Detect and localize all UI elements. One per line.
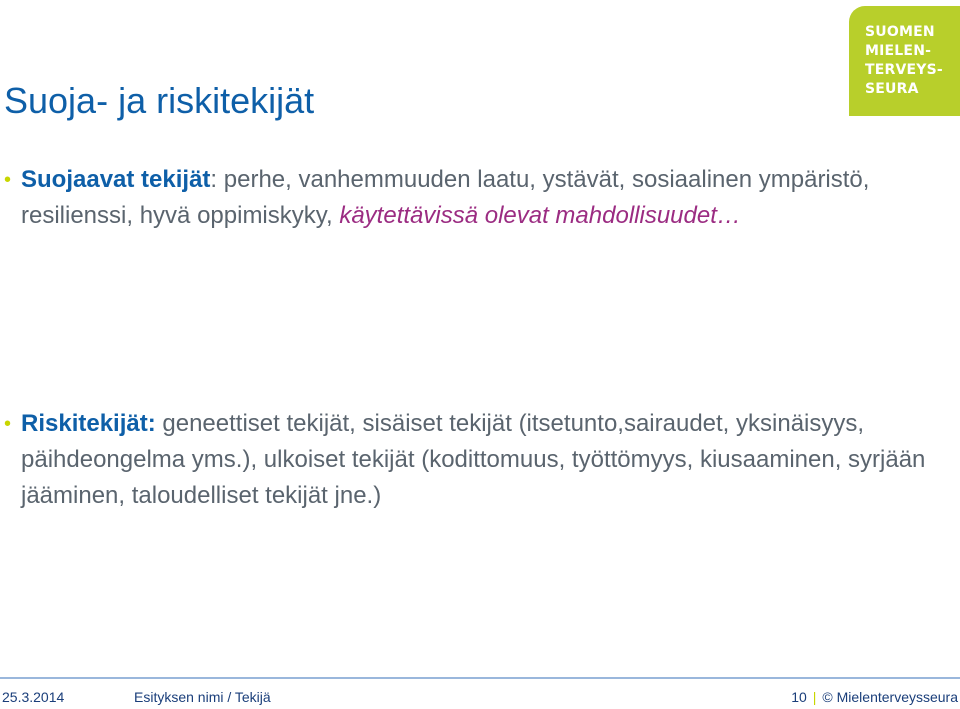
bullet-dot-icon: • (4, 413, 12, 435)
bullet-protective-factors (4, 162, 941, 234)
suomen-mielenterveysseura-logo (849, 6, 960, 116)
footer-presentation-name: Esityksen nimi / Tekijä (134, 689, 271, 705)
protective-term: Suojaavat tekijät (21, 166, 211, 193)
protective-highlight: käytettävissä olevat mahdollisuudet… (339, 202, 741, 229)
footer-right (791, 689, 958, 705)
bullet-risk-factors (4, 406, 941, 514)
footer-divider (0, 677, 960, 679)
logo-line-4: SEURA (865, 81, 919, 97)
risk-term: Riskitekijät: (21, 410, 156, 437)
footer-separator: | (812, 689, 817, 705)
footer-date: 25.3.2014 (2, 689, 65, 705)
page-number: 10 (791, 689, 807, 705)
risk-text: geneettiset tekijät, sisäiset tekijät (itsetunto,sairaudet, yksinäisyys, päihdeongelma yms.), ulkoiset tekijät (kodittomuus, työttömyys, kiusaaminen, syrjään jääminen, taloudelliset tekijät jne.) (21, 410, 926, 509)
logo-line-1: SUOMEN (865, 24, 935, 40)
slide-title: Suoja- ja riskitekijät (4, 80, 315, 121)
protective-text: : perhe, vanhemmuuden laatu, ystävät, sosiaalinen ympäristö, resilienssi, hyvä oppimiskyky, (21, 166, 870, 229)
footer-copyright: © Mielenterveysseura (822, 689, 958, 705)
logo-line-3: TERVEYS- (865, 62, 943, 78)
logo-line-2: MIELEN- (865, 43, 932, 59)
bullet-dot-icon: • (4, 169, 12, 191)
